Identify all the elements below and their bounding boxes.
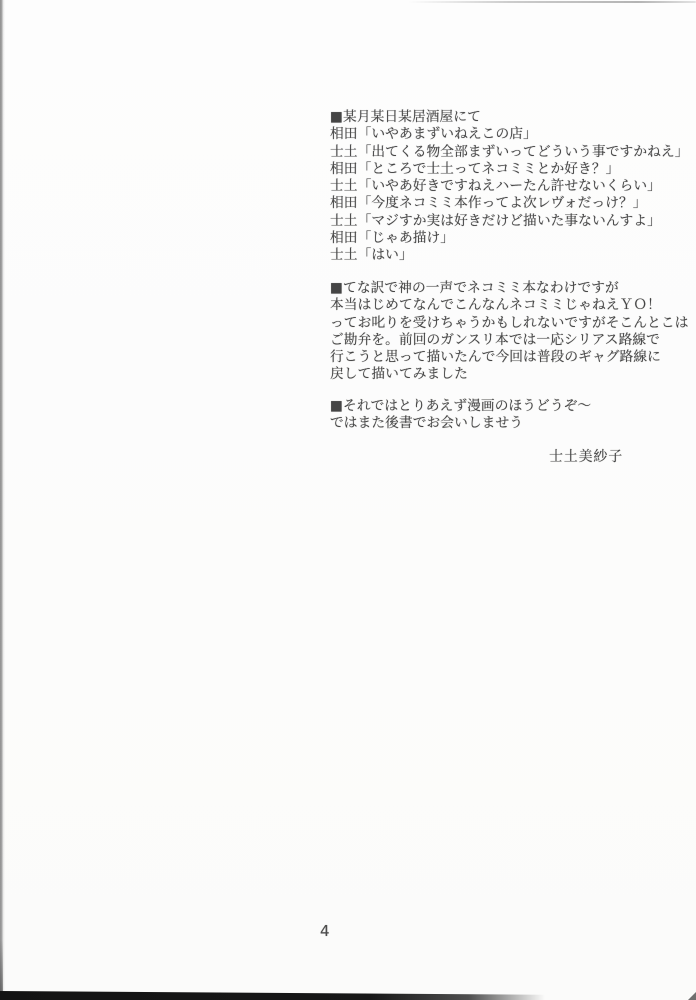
- afterword-line: ■某月某日某居酒屋にて: [330, 109, 481, 125]
- afterword-closing-block: [330, 398, 591, 433]
- scan-speck-bottom-right: [688, 992, 696, 1000]
- afterword-line: 相田「じゃあ描け」: [330, 230, 455, 247]
- scan-edge-top: [408, 1, 696, 3]
- scan-edge-left: [0, 0, 5, 1000]
- afterword-notes-block: [330, 280, 688, 384]
- afterword-line: 相田「今度ネコミミ本作ってよ次レヴォだっけ？」: [330, 195, 647, 212]
- afterword-line: 相田「ところで士土ってネコミミとか好き？」: [330, 160, 620, 177]
- afterword-line: 戻して描いてみました: [330, 366, 468, 383]
- scan-edge-bottom: [0, 990, 545, 1000]
- afterword-line: 行こうと思って描いたんで今回は普段のギャグ路線に: [330, 349, 661, 366]
- afterword-line: ■てな訳で神の一声でネコミミ本なわけですが: [330, 280, 619, 296]
- afterword-line: ってお叱りを受けちゃうかもしれないですがそこんとこは: [330, 314, 689, 331]
- afterword-dialogue-block: [330, 109, 688, 265]
- afterword-line: 士土「はい」: [330, 247, 413, 264]
- afterword-line: 士土「出てくる物全部まずいってどういう事ですかねえ」: [330, 143, 689, 160]
- author-signature: 士土美紗子: [549, 449, 623, 465]
- afterword-line: 士土「マジすか実は好きだけど描いた事ないんすよ」: [330, 212, 661, 229]
- afterword-line: 士土「いやあ好きですねえハーたん許せないくらい」: [330, 178, 661, 195]
- afterword-line: 本当はじめてなんでこんなんネコミミじゃねえＹＯ！: [330, 297, 661, 314]
- afterword-line: 相田「いやあまずいねえこの店」: [330, 126, 537, 143]
- afterword-line: ではまた後書でお会いしませう: [330, 415, 524, 432]
- afterword-line: ■それではとりあえず漫画のほうどうぞ～: [330, 398, 592, 414]
- page-number: 4: [320, 922, 330, 940]
- afterword-line: ご勘弁を。前回のガンスリ本では一応シリアス路線で: [330, 331, 660, 348]
